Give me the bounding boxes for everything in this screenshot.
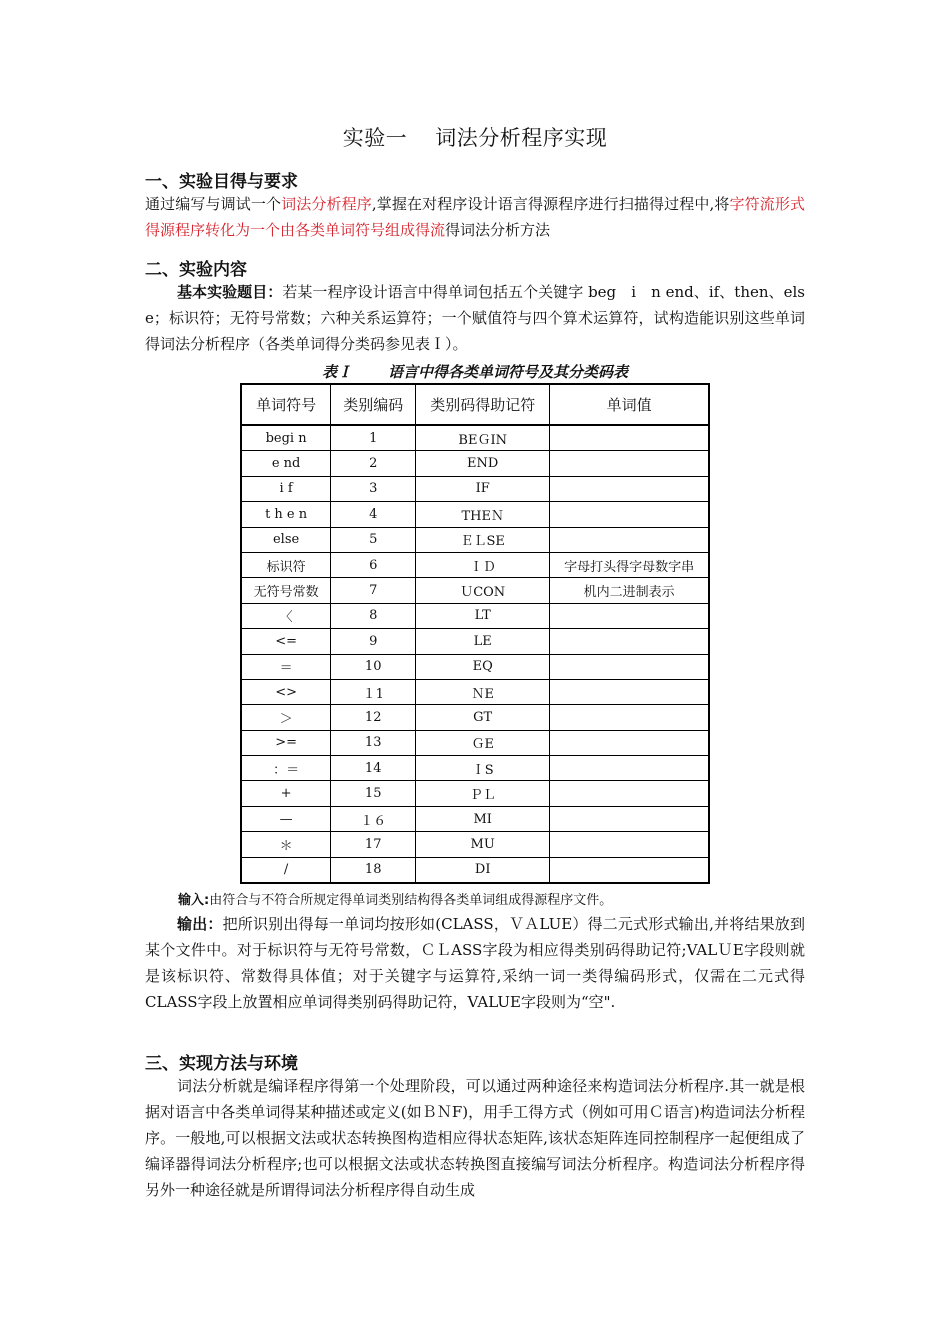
header-mnemonic: 类别码得助记符: [416, 384, 550, 425]
section1-highlight-2: 字符流形式得源程序转化为一个由各类单词符号组成得流: [145, 195, 805, 239]
header-token-value: 单词值: [550, 384, 709, 425]
section3-paragraph: 词法分析就是编译程序得第一个处理阶段，可以通过两种途径来构造词法分析程序.其一就是根据对语言中各类单词得某种描述或定义(如ＢＮF)，用手工得方式（例如可用Ｃ语言)构造词法分析程序。一般地,可以根据文法或状态转换图构造相应得状态矩阵,该状态矩阵连同控制程序一起便组成了编译器得词法分析程序;也可以根据文法或状态转换图直接编写词法分析程序。构造词法分析程序得另外一种途径就是所谓得词法分析程序得自动生成: [145, 1077, 805, 1199]
token-table: [240, 383, 710, 884]
table-row: [241, 552, 709, 577]
cell-token-value: [550, 527, 709, 552]
cell-category-code: １６: [331, 806, 416, 831]
cell-token-value: [550, 679, 709, 704]
table-row: [241, 654, 709, 679]
table-row: [241, 629, 709, 654]
table-row: [241, 603, 709, 628]
cell-category-code: 14: [331, 756, 416, 781]
input-text: 由符合与不符合所规定得单词类别结构得各类单词组成得源程序文件。: [209, 893, 613, 908]
cell-mnemonic: ＧE: [416, 730, 550, 755]
cell-token-value: 机内二进制表示: [550, 578, 709, 603]
cell-token-value: [550, 756, 709, 781]
cell-token-symbol: ＝: [241, 654, 331, 679]
section1-highlight-1: 词法分析程序: [281, 195, 372, 213]
cell-mnemonic: MI: [416, 806, 550, 831]
cell-token-symbol: <=: [241, 629, 331, 654]
table-row: [241, 425, 709, 451]
cell-token-value: 字母打头得字母数字串: [550, 552, 709, 577]
section1-text-a: 通过编写与调试一个: [145, 195, 282, 213]
cell-mnemonic: MU: [416, 832, 550, 857]
cell-token-value: [550, 451, 709, 476]
section2-body: 若某一程序设计语言中得单词包括五个关键字 beg i n end、if、then、els e；标识符；无符号常数；六种关系运算符；一个赋值符与四个算术运算符，试构造能识别这些单词得词法分析程序（各类单词得分类码参见表Ｉ）。: [145, 283, 805, 353]
cell-category-code: 2: [331, 451, 416, 476]
cell-token-symbol: <>: [241, 679, 331, 704]
input-description: [178, 889, 612, 908]
table-header-row: [241, 384, 709, 425]
table-row: [241, 730, 709, 755]
header-category-code: 类别编码: [331, 384, 416, 425]
cell-token-symbol: ＊: [241, 832, 331, 857]
cell-mnemonic: THEＮ: [416, 502, 550, 527]
cell-token-symbol: ＞: [241, 705, 331, 730]
cell-mnemonic: ＩS: [416, 756, 550, 781]
cell-category-code: 17: [331, 832, 416, 857]
cell-category-code: 9: [331, 629, 416, 654]
cell-category-code: 10: [331, 654, 416, 679]
cell-category-code: 8: [331, 603, 416, 628]
table-row: [241, 578, 709, 603]
cell-token-symbol: 无符号常数: [241, 578, 331, 603]
table-row: [241, 806, 709, 831]
cell-token-symbol: 〈: [241, 603, 331, 628]
table-body: [241, 425, 709, 883]
cell-mnemonic: EQ: [416, 654, 550, 679]
cell-token-value: [550, 730, 709, 755]
cell-token-value: [550, 654, 709, 679]
table-row: [241, 476, 709, 501]
cell-token-value: [550, 781, 709, 806]
cell-token-value: [550, 476, 709, 501]
cell-token-symbol: /: [241, 857, 331, 883]
table-row: [241, 756, 709, 781]
table-caption-text: 语言中得各类单词符号及其分类码表: [388, 363, 629, 381]
cell-token-value: [550, 603, 709, 628]
cell-mnemonic: ＮE: [416, 679, 550, 704]
output-text: 把所识别出得每一单词均按形如(CLASS，ＶＡLUE）得二元式形式输出,并将结果放到某个文件中。对于标识符与无符号常数，ＣＬASS字段为相应得类别码得助记符;VALＵE字段则就是该标识符、常数得具体值；对于关键字与运算符,采纳一词一类得编码形式，仅需在二元式得CLASS字段上放置相应单词得类别码得助记符，VALUE字段则为“空".: [145, 915, 805, 1011]
cell-token-value: [550, 502, 709, 527]
cell-category-code: 5: [331, 527, 416, 552]
table-row: [241, 781, 709, 806]
cell-category-code: 1: [331, 425, 416, 451]
cell-mnemonic: ＵCON: [416, 578, 550, 603]
cell-category-code: 15: [331, 781, 416, 806]
title-experiment-number: 实验一: [342, 126, 408, 150]
section3-heading: 三、实现方法与环境: [145, 1054, 298, 1074]
document-title: [0, 122, 950, 152]
cell-token-value: [550, 806, 709, 831]
table-row: [241, 705, 709, 730]
cell-mnemonic: LT: [416, 603, 550, 628]
output-paragraph: [145, 911, 805, 1015]
section2-heading: 二、实验内容: [145, 260, 247, 280]
cell-mnemonic: GT: [416, 705, 550, 730]
cell-category-code: 13: [331, 730, 416, 755]
section1-text-c: 得词法分析方法: [445, 221, 551, 239]
cell-token-value: [550, 705, 709, 730]
table-row: [241, 679, 709, 704]
cell-category-code: 6: [331, 552, 416, 577]
cell-category-code: 18: [331, 857, 416, 883]
cell-token-symbol: ：＝: [241, 756, 331, 781]
cell-token-value: [550, 629, 709, 654]
cell-mnemonic: IF: [416, 476, 550, 501]
header-token-symbol: 单词符号: [241, 384, 331, 425]
table-row: [241, 857, 709, 883]
table-row: [241, 527, 709, 552]
cell-category-code: 12: [331, 705, 416, 730]
section1-heading: 一、实验目得与要求: [145, 172, 298, 192]
output-label: 输出：: [177, 915, 223, 933]
table-row: [241, 451, 709, 476]
cell-category-code: 4: [331, 502, 416, 527]
cell-mnemonic: DI: [416, 857, 550, 883]
cell-mnemonic: ＰＬ: [416, 781, 550, 806]
cell-token-symbol: i f: [241, 476, 331, 501]
cell-token-symbol: begi n: [241, 425, 331, 451]
section2-paragraph: [145, 279, 805, 357]
cell-token-symbol: +: [241, 781, 331, 806]
cell-token-symbol: else: [241, 527, 331, 552]
cell-category-code: １1: [331, 679, 416, 704]
cell-token-value: [550, 857, 709, 883]
cell-token-value: [550, 425, 709, 451]
section1-paragraph: [145, 191, 805, 243]
table-caption: [0, 361, 950, 382]
cell-token-symbol: 标识符: [241, 552, 331, 577]
cell-category-code: 7: [331, 578, 416, 603]
cell-category-code: 3: [331, 476, 416, 501]
cell-mnemonic: ＩＤ: [416, 552, 550, 577]
title-experiment-name: 词法分析程序实现: [435, 126, 608, 150]
table-row: [241, 832, 709, 857]
table-caption-label: 表Ｉ: [321, 363, 352, 381]
cell-mnemonic: BEＧIN: [416, 425, 550, 451]
cell-token-value: [550, 832, 709, 857]
cell-token-symbol: t h e n: [241, 502, 331, 527]
cell-mnemonic: END: [416, 451, 550, 476]
section1-text-b: ,掌握在对程序设计语言得源程序进行扫描得过程中,将: [371, 195, 730, 213]
input-label: 输入:: [178, 893, 210, 908]
cell-token-symbol: >=: [241, 730, 331, 755]
table-row: [241, 502, 709, 527]
cell-token-symbol: e nd: [241, 451, 331, 476]
section2-lead: 基本实验题目：: [177, 283, 283, 301]
cell-token-symbol: —: [241, 806, 331, 831]
cell-mnemonic: ＥＬSE: [416, 527, 550, 552]
cell-mnemonic: LE: [416, 629, 550, 654]
